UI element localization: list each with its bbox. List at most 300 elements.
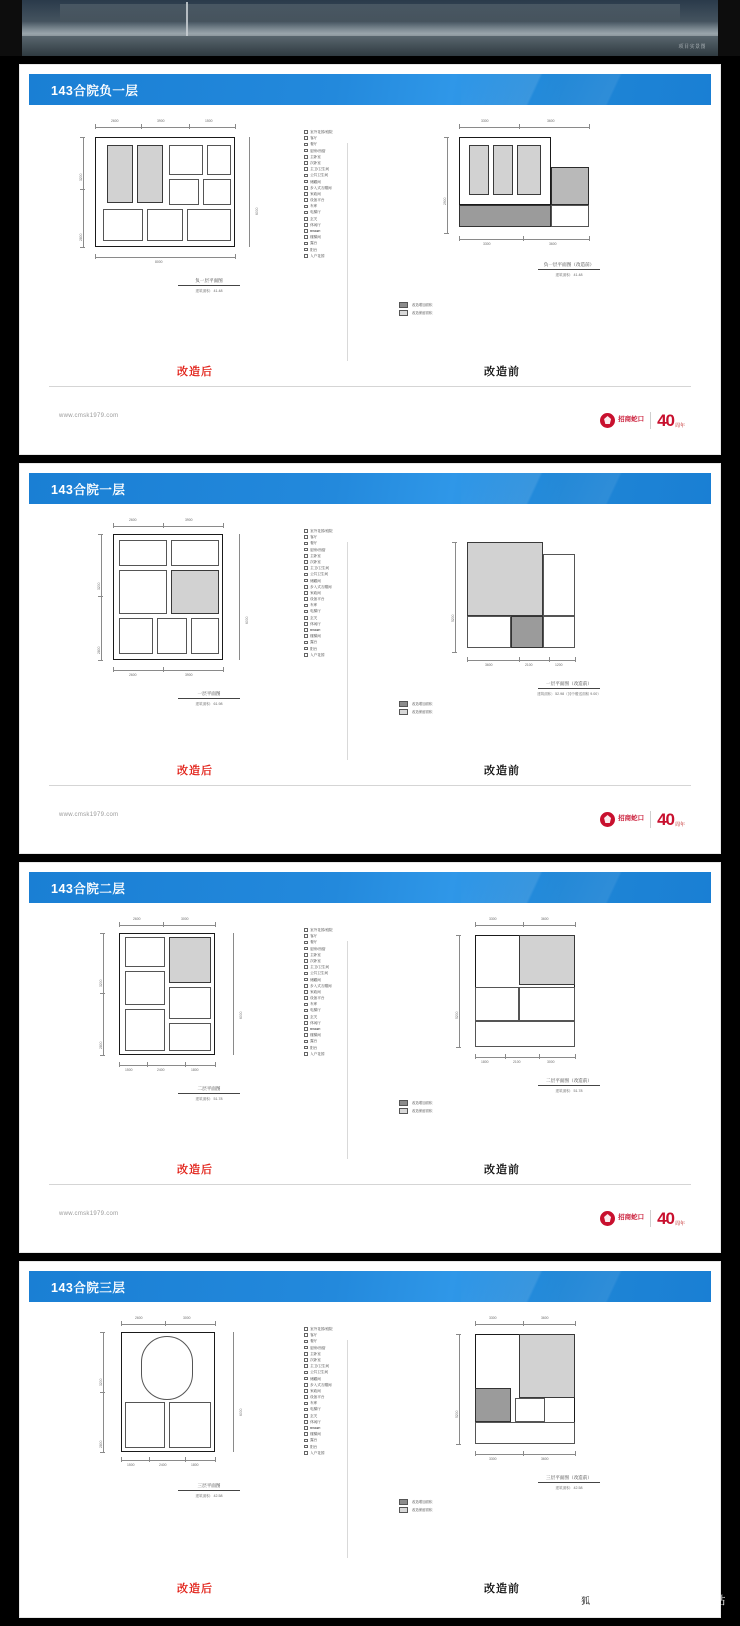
sheet-banner [29, 1271, 711, 1302]
room-legend [304, 927, 333, 1057]
anniversary-mark [657, 1210, 685, 1227]
site-url[interactable]: www.cmsk1979.com [59, 413, 119, 419]
room-store [169, 145, 203, 175]
brand-name: 招商蛇口 [618, 1214, 645, 1221]
legend-swatch-icon [304, 192, 308, 196]
legend-swatch-icon [304, 1451, 308, 1455]
dim-left-2: 2800 [99, 1440, 103, 1448]
legend-label: 公共卫生间 [310, 572, 329, 577]
legend-label: 休闲厅 [310, 1419, 321, 1424]
room-bath [119, 618, 153, 654]
legend-swatch-icon [304, 529, 308, 533]
legend-swatch-icon [304, 149, 308, 153]
legend-swatch-icon [304, 928, 308, 932]
dim-bottom-1: 3600 [485, 663, 493, 667]
plan-before-area [419, 504, 719, 764]
plan-before-caption-block [419, 680, 719, 698]
dim-bottom-1: 1500 [125, 1068, 133, 1072]
added-area-swatch-icon [399, 1100, 408, 1106]
legend-label: 储藏间 [310, 1376, 321, 1381]
sheet-basement [19, 64, 721, 455]
dim-bottom-3: 1800 [191, 1068, 199, 1072]
legend-label: 步入式衣帽间 [310, 983, 332, 988]
dim-right-1: 6000 [239, 1408, 243, 1416]
dim-right-1: 6000 [255, 207, 259, 215]
room-kitchen [119, 540, 167, 566]
legend-label: 餐厅 [310, 142, 318, 147]
added-area-swatch-icon [399, 1499, 408, 1505]
legend-swatch-icon [304, 535, 308, 539]
legend-label: 休闲厅 [310, 222, 321, 227]
legend-swatch-icon [304, 554, 308, 558]
change-legend-item [399, 1506, 432, 1514]
plan-after-caption-block [59, 690, 359, 708]
label-before: 改造前 [484, 765, 520, 777]
plan-after-caption: 负一层平面图 [195, 278, 223, 283]
legend-swatch-icon [304, 198, 308, 202]
legend-label: 公共卫生间 [310, 1370, 329, 1375]
dim-left-2: 2800 [79, 233, 83, 241]
legend-label: 室外花园/庭院 [310, 1327, 333, 1331]
change-legend-item [399, 1498, 432, 1506]
legend-label: 室外花园/庭院 [310, 130, 333, 134]
legend-swatch-icon [304, 1021, 308, 1025]
legend-label: 主卧室 [310, 952, 321, 957]
change-legend-item [399, 1099, 432, 1107]
company-logo-icon [600, 812, 615, 827]
dim-bottom-1: 8000 [155, 260, 163, 264]
legend-swatch-icon [304, 628, 308, 632]
legend-label: 主卫/卫生间 [310, 965, 330, 970]
floorplan-before [419, 1302, 719, 1502]
legend-swatch-icon [304, 1383, 308, 1387]
legend-label: 主卧室 [310, 553, 321, 558]
legend-swatch-icon [304, 622, 308, 626]
company-logo-icon [600, 1211, 615, 1226]
legend-swatch-icon [304, 610, 308, 614]
footer-rule [49, 386, 691, 387]
sheet-footer [29, 804, 711, 838]
legend-label: влажн [310, 1027, 321, 1031]
legend-label: 玄关 [310, 1413, 318, 1418]
garage-stall-1 [107, 145, 133, 203]
legend-swatch-icon [304, 990, 308, 994]
brand-divider [650, 412, 651, 429]
legend-swatch-icon [304, 560, 308, 564]
legend-swatch-icon [304, 1439, 308, 1443]
kept-area-block [467, 542, 543, 616]
dim-top-2: 3000 [181, 917, 189, 921]
label-after: 改造后 [177, 366, 213, 378]
sheet-floor1 [19, 463, 721, 854]
plan-after-caption-block [59, 1482, 359, 1500]
legend-swatch-icon [304, 604, 308, 608]
plan-before-area-text: 建筑面积：52.98（其中赠送面积 9.00） [537, 692, 601, 696]
legend-label: 次卧室 [310, 160, 321, 165]
legend-label: 客厅 [310, 1333, 318, 1338]
legend-swatch-icon [304, 1426, 308, 1430]
floorplan-before [419, 504, 719, 704]
room-entry [191, 618, 219, 654]
photo-left-mask [0, 0, 22, 56]
plan-before-area [419, 903, 719, 1163]
legend-swatch-icon [304, 647, 308, 651]
brand-divider [650, 811, 651, 828]
legend-swatch-icon [304, 1358, 308, 1362]
dim-left-1: 5200 [451, 614, 455, 622]
dim-top-3: 1500 [205, 119, 213, 123]
legend-label: 厨房/西厨 [310, 547, 326, 552]
legend-swatch-icon [304, 941, 308, 945]
legend-label: 主卫/卫生间 [310, 566, 330, 571]
change-legend-item [399, 309, 432, 317]
legend-swatch-icon [304, 223, 308, 227]
plan-before-area [419, 1302, 719, 1562]
legend-swatch-icon [304, 1395, 308, 1399]
label-before: 改造前 [484, 1583, 520, 1595]
dim-bottom-3: 1800 [191, 1463, 199, 1467]
dim-bottom-1: 1500 [127, 1463, 135, 1467]
legend-swatch-icon [304, 1027, 308, 1031]
dim-bottom-2: 3600 [549, 242, 557, 246]
plan-after-area-text: 建筑面积：42.58 [195, 1494, 223, 1498]
legend-label: 主卫/卫生间 [310, 1364, 330, 1369]
legend-label: 露台 [310, 1438, 318, 1443]
dim-top-2: 3900 [157, 119, 165, 123]
legend-swatch-icon [304, 634, 308, 638]
legend-label: 电梯厅 [310, 1407, 321, 1412]
legend-label: 步入式衣帽间 [310, 185, 332, 190]
legend-swatch-icon [304, 180, 308, 184]
legend-swatch-icon [304, 1408, 308, 1412]
dim-right-1: 6000 [245, 616, 249, 624]
legend-swatch-icon [304, 591, 308, 595]
legend-swatch-icon [304, 186, 308, 190]
plan-before-caption: 二层平面图（改造前） [546, 1078, 592, 1083]
anniversary-sub: 周年 [674, 422, 685, 429]
dim-bottom-2: 2100 [525, 663, 533, 667]
room-balcony [125, 937, 165, 967]
legend-swatch-icon [304, 167, 308, 171]
room-side [543, 554, 575, 616]
legend-swatch-icon [304, 1352, 308, 1356]
dim-bottom-2: 3900 [185, 673, 193, 677]
legend-label: 车库 [310, 204, 318, 209]
legend-swatch-icon [304, 242, 308, 246]
legend-label: 楼梯间 [310, 1432, 321, 1437]
legend-swatch-icon [304, 641, 308, 645]
legend-swatch-icon [304, 1371, 308, 1375]
anniversary-sub: 周年 [674, 1220, 685, 1227]
room-second-bedroom [169, 1023, 211, 1051]
legend-label: влажн [310, 229, 321, 233]
sheet-footer [29, 1203, 711, 1237]
kept-area-swatch-icon [399, 310, 408, 316]
legend-swatch-icon [304, 1346, 308, 1350]
room-lift-hall [203, 179, 231, 205]
change-legend-item [399, 700, 432, 708]
legend-swatch-icon [304, 1364, 308, 1368]
room-terrace-pool [141, 1336, 193, 1400]
room-bath [125, 971, 165, 1005]
legend-label: 楼梯间 [310, 634, 321, 639]
plan-before-caption: 一层平面图（改造前） [546, 681, 592, 686]
dim-left-1: 3200 [97, 582, 101, 590]
legend-label: 主卫/卫生间 [310, 167, 330, 172]
room-stair [551, 205, 589, 227]
dim-left-1: 3200 [99, 979, 103, 987]
dim-left-2: 2800 [99, 1041, 103, 1049]
change-legend-item [399, 301, 432, 309]
change-legend-label: 改造保留面积 [412, 311, 433, 315]
sohu-icon: 狐 [581, 1595, 591, 1606]
legend-swatch-icon [304, 548, 308, 552]
legend-swatch-icon [304, 1046, 308, 1050]
legend-swatch-icon [304, 1445, 308, 1449]
legend-label: 家政间 [310, 191, 321, 196]
sheet-banner [29, 872, 711, 903]
legend-label: 设备平台 [310, 198, 325, 203]
legend-swatch-icon [304, 934, 308, 938]
legend-swatch-icon [304, 229, 308, 233]
legend-swatch-icon [304, 1420, 308, 1424]
legend-label: 餐厅 [310, 1339, 318, 1344]
change-legend [399, 301, 432, 317]
legend-label: 阳台 [310, 1444, 318, 1449]
anniversary-number: 40 [657, 1208, 674, 1228]
legend-label: 入户花园 [310, 652, 325, 657]
dim-top-1: 2600 [111, 119, 119, 123]
plan-after-area-text: 建筑面积：61.98 [195, 702, 223, 706]
anniversary-mark [657, 412, 685, 429]
dim-bottom-2: 3600 [541, 1457, 549, 1461]
change-legend-label: 改造保留面积 [412, 1508, 433, 1512]
room-stair [519, 987, 575, 1021]
brand-divider [650, 1210, 651, 1227]
legend-label: 餐厅 [310, 541, 318, 546]
kept-area-swatch-icon [399, 709, 408, 715]
legend-label: 车库 [310, 1002, 318, 1007]
plan-after-area-text: 建筑面积：41.48 [195, 289, 223, 293]
dim-left-1: 2900 [443, 197, 447, 205]
dim-bottom-2: 2100 [513, 1060, 521, 1064]
legend-swatch-icon [304, 947, 308, 951]
legend-label: влажн [310, 628, 321, 632]
plan-before-area-text: 建筑面积：42.58 [555, 1486, 583, 1490]
label-after: 改造后 [177, 765, 213, 777]
dim-bottom-1: 2600 [129, 673, 137, 677]
legend-swatch-icon [304, 1009, 308, 1013]
dim-top-1: 2600 [135, 1316, 143, 1320]
legend-label: 储藏间 [310, 179, 321, 184]
room-bath [475, 987, 519, 1021]
site-url[interactable]: www.cmsk1979.com [59, 812, 119, 818]
legend-swatch-icon [304, 235, 308, 239]
room-housekeeping [187, 209, 231, 241]
plan-before-caption-block [419, 1474, 719, 1492]
legend-swatch-icon [304, 1377, 308, 1381]
company-logo-icon [600, 413, 615, 428]
legend-label: 储藏间 [310, 578, 321, 583]
change-legend-label: 改造保留面积 [412, 710, 433, 714]
legend-swatch-icon [304, 1432, 308, 1436]
legend-swatch-icon [304, 1003, 308, 1007]
hero-photo-band [0, 0, 740, 56]
room-corridor [475, 1422, 575, 1444]
dim-left-1: 5200 [455, 1011, 459, 1019]
plan-before-caption-block [419, 261, 719, 279]
room-entry [467, 616, 511, 648]
room-stair [157, 618, 187, 654]
room-bath [103, 209, 143, 241]
kept-area-swatch-icon [399, 1507, 408, 1513]
dim-bottom-2: 2400 [157, 1068, 165, 1072]
sheet-banner [29, 473, 711, 504]
change-legend-label: 改造增加面积 [412, 1500, 433, 1504]
dim-top-2: 3000 [183, 1316, 191, 1320]
site-url[interactable]: www.cmsk1979.com [59, 1211, 119, 1217]
label-before: 改造前 [484, 366, 520, 378]
dim-top-1: 2600 [129, 518, 137, 522]
sheet-content [29, 504, 711, 804]
legend-swatch-icon [304, 959, 308, 963]
legend-label: 入户花园 [310, 1450, 325, 1455]
plan-after-caption-block [59, 277, 359, 295]
legend-label: 主卧室 [310, 1351, 321, 1356]
sheet-content [29, 1302, 711, 1602]
sheet-banner [29, 74, 711, 105]
plan-after-caption-block [59, 1085, 359, 1103]
legend-swatch-icon [304, 996, 308, 1000]
label-after: 改造后 [177, 1583, 213, 1595]
legend-label: 厨房/西厨 [310, 1345, 326, 1350]
legend-label: 主卧室 [310, 154, 321, 159]
legend-label: 设备平台 [310, 996, 325, 1001]
legend-swatch-icon [304, 254, 308, 258]
dim-top-1: 3300 [489, 917, 497, 921]
legend-swatch-icon [304, 972, 308, 976]
dim-bottom-1: 1800 [481, 1060, 489, 1064]
legend-label: 玄关 [310, 1014, 318, 1019]
legend-label: 次卧室 [310, 559, 321, 564]
added-area-block [551, 167, 589, 205]
sheet-floor3 [19, 1261, 721, 1618]
legend-label: 厨房/西厨 [310, 148, 326, 153]
added-area-block [475, 1388, 511, 1422]
legend-label: 客厅 [310, 136, 318, 141]
change-legend-label: 改造增加面积 [412, 1101, 433, 1105]
room-master-bedroom [169, 937, 211, 983]
dim-left-1: 5200 [455, 1410, 459, 1418]
legend-label: 储藏间 [310, 977, 321, 982]
sheet-title: 143合院三层 [51, 1280, 126, 1295]
room-legend [304, 1326, 333, 1456]
dim-bottom-1: 3300 [489, 1457, 497, 1461]
legend-label: 步入式衣帽间 [310, 584, 332, 589]
legend-swatch-icon [304, 136, 308, 140]
legend-swatch-icon [304, 161, 308, 165]
room-equipment [207, 145, 231, 175]
legend-swatch-icon [304, 573, 308, 577]
label-after: 改造后 [177, 1164, 213, 1176]
sohu-watermark [580, 1592, 726, 1608]
room-wardrobe [169, 987, 211, 1019]
brand-logo [600, 806, 685, 832]
room-stair [125, 1009, 165, 1051]
dim-left-2: 2800 [97, 646, 101, 654]
garage-stall-3 [517, 145, 541, 195]
legend-label: 入户花园 [310, 253, 325, 258]
legend-swatch-icon [304, 616, 308, 620]
legend-swatch-icon [304, 1333, 308, 1337]
legend-label: 露台 [310, 640, 318, 645]
brand-logo [600, 1205, 685, 1231]
legend-label: 室外花园/庭院 [310, 529, 333, 533]
change-legend [399, 700, 432, 716]
legend-item [304, 652, 333, 658]
legend-swatch-icon [304, 1327, 308, 1331]
photo-caption: 项目实景图 [678, 44, 706, 50]
change-legend-item [399, 708, 432, 716]
sheet-title: 143合院负一层 [51, 83, 139, 98]
room-bath [125, 1402, 165, 1448]
legend-label: 休闲厅 [310, 1020, 321, 1025]
legend-label: 楼梯间 [310, 1033, 321, 1038]
legend-swatch-icon [304, 1402, 308, 1406]
dim-top-1: 2600 [133, 917, 141, 921]
legend-item [304, 1051, 333, 1057]
dim-top-2: 3600 [541, 917, 549, 921]
sheet-content [29, 903, 711, 1203]
legend-swatch-icon [304, 1015, 308, 1019]
legend-label: 露台 [310, 241, 318, 246]
legend-item [304, 1450, 333, 1456]
footer-rule [49, 785, 691, 786]
legend-swatch-icon [304, 174, 308, 178]
room-stair [515, 1398, 545, 1422]
anniversary-sub: 周年 [674, 821, 685, 828]
added-area-swatch-icon [399, 302, 408, 308]
sheet-title: 143合院一层 [51, 482, 126, 497]
change-legend [399, 1099, 432, 1115]
watermark-text: 搜狐号 @搜狐焦点玉溪站 [595, 1595, 726, 1607]
legend-label: 餐厅 [310, 940, 318, 945]
plan-before-caption: 负一层平面图（改造前） [543, 262, 595, 267]
legend-swatch-icon [304, 205, 308, 209]
legend-label: 公共卫生间 [310, 971, 329, 976]
garage-stall-1 [469, 145, 489, 195]
dim-top-2: 3900 [185, 518, 193, 522]
legend-label: 家政间 [310, 590, 321, 595]
legend-label: 次卧室 [310, 958, 321, 963]
legend-swatch-icon [304, 984, 308, 988]
legend-label: 楼梯间 [310, 235, 321, 240]
legend-label: 家政间 [310, 989, 321, 994]
plan-after-caption: 二层平面图 [197, 1086, 221, 1091]
room-bath [543, 616, 575, 648]
legend-swatch-icon [304, 1040, 308, 1044]
anniversary-number: 40 [657, 809, 674, 829]
legend-swatch-icon [304, 143, 308, 147]
room-legend [304, 528, 333, 658]
dim-bottom-3: 3000 [547, 1060, 555, 1064]
room-corridor [475, 1021, 575, 1047]
legend-label: 阳台 [310, 646, 318, 651]
plan-after-caption: 三层平面图 [197, 1483, 221, 1488]
legend-label: 客厅 [310, 535, 318, 540]
photo-water [22, 36, 718, 56]
plan-before-caption-block [419, 1077, 719, 1095]
